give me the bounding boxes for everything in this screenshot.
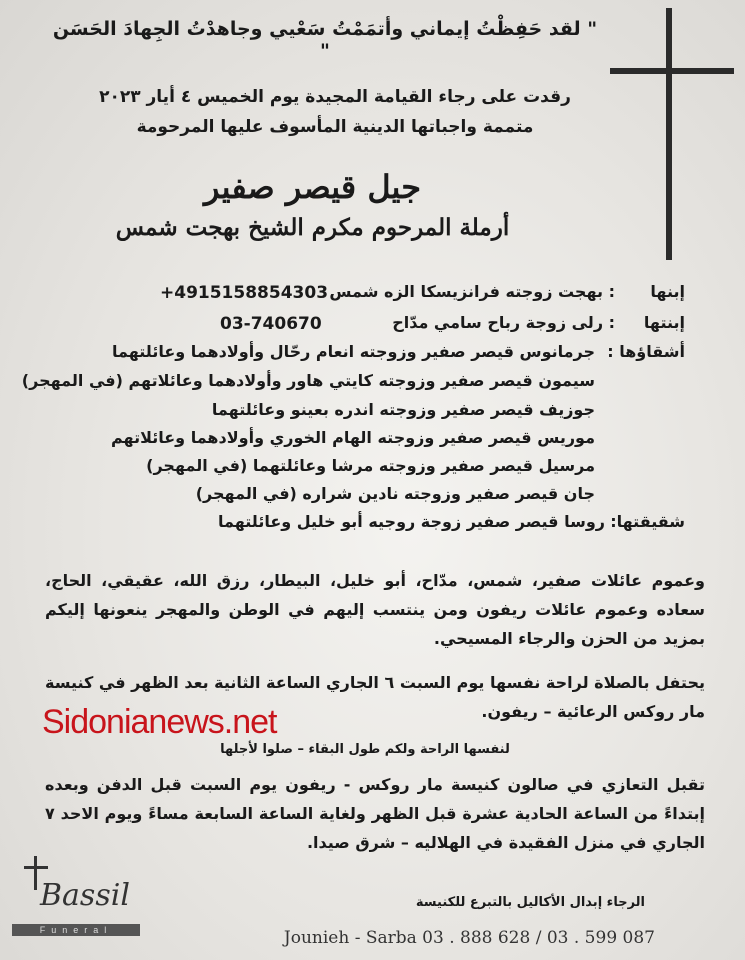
son-label: إبنها xyxy=(650,282,685,301)
brothers-label: أشقاؤها : xyxy=(607,342,685,361)
funeral-home-logo-sub: Funeral xyxy=(12,924,140,936)
son-value: : بهجت زوجته فرانزيسكا الزه شمس xyxy=(329,282,615,301)
intro-line-2: متممة واجباتها الدينية المأسوف عليها المرحومة xyxy=(136,117,534,137)
brother-item: سيمون قيصر صفير وزوجته كايتي هاور وأولادهما وعائلاتهم (في المهجر) xyxy=(21,371,595,390)
cross-icon-bar xyxy=(610,68,734,74)
intro-line-1: رقدت على رجاء القيامة المجيدة يوم الخميس ٤ أيار ٢٠٢٣ xyxy=(99,87,571,107)
cross-icon xyxy=(666,8,672,260)
sister-label: شقيقتها: xyxy=(610,512,685,531)
daughter-row xyxy=(392,313,685,332)
daughter-value: : رلى زوجة رباح سامي مدّاح xyxy=(392,313,615,332)
logo-cross-icon xyxy=(34,856,37,890)
funeral-home-logo: Bassil xyxy=(40,878,130,913)
son-phone: +4915158854303 xyxy=(160,283,329,303)
families-paragraph: وعموم عائلات صفير، شمس، مدّاح، أبو خليل، البيطار، رزق الله، عقيقي، الحاج، سعاده وعموم عائلات ريفون ومن ينتسب إليهم في الوطن والمهجر ينعونها إليكم بمزيد من الحزن والرجاء المسيحي. xyxy=(45,571,705,648)
brother-item: جرمانوس قيصر صفير وزوجته انعام رحّال وأولادهما وعائلتهما xyxy=(111,342,595,361)
brother-item: جان قيصر صفير وزوجته نادين شراره (في المهجر) xyxy=(195,484,595,503)
logo-cross-icon-bar xyxy=(24,866,48,869)
daughter-phone: 03-740670 xyxy=(220,314,322,334)
watermark: Sidonianews.net xyxy=(42,703,277,741)
deceased-name: جيل قيصر صفير xyxy=(204,168,421,206)
donation-note: الرجاء إبدال الأكاليل بالتبرع للكنيسة xyxy=(415,895,645,910)
sister-value: روسا قيصر صفير زوجة روجيه أبو خليل وعائلتهما xyxy=(217,512,605,531)
daughter-label: إبنتها xyxy=(643,313,685,332)
intro xyxy=(75,82,595,142)
bible-quote: " لقد حَفِظْتُ إيماني وأتمَمْتُ سَعْيي وجاهدْتُ الجِهادَ الحَسَن " xyxy=(52,18,598,62)
prayer-line: لنفسها الراحة ولكم طول البقاء – صلوا لأجلها xyxy=(220,742,510,757)
brother-item: جوزيف قيصر صفير وزوجته اندره بعينو وعائلتهما xyxy=(211,400,595,419)
contact-line: Jounieh - Sarba 03 . 888 628 / 03 . 599 087 xyxy=(283,928,655,948)
deceased-subtitle: أرملة المرحوم مكرم الشيخ بهجت شمس xyxy=(115,214,510,241)
brother-item: موريس قيصر صفير وزوجته الهام الخوري وأولادهما وعائلاتهم xyxy=(110,428,595,447)
condolences-paragraph: تقبل التعازي في صالون كنيسة مار روكس - ريفون يوم السبت قبل الدفن وبعده إبتداءً من الساعة الحادية عشرة قبل الظهر ولغاية الساعة السابعة مساءً ويوم الاحد ٧ الجاري في منزل الفقيدة في الهلاليه – شرق صيدا. xyxy=(45,775,705,852)
funeral-paragraph: يحتفل بالصلاة لراحة نفسها يوم السبت ٦ الجاري الساعة الثانية بعد الظهر في كنيسة مار روكس الرعائية – ريفون. xyxy=(45,673,706,721)
brother-item: مرسيل قيصر صفير وزوجته مرشا وعائلتهما (في المهجر) xyxy=(146,456,595,475)
son-row xyxy=(329,282,685,301)
